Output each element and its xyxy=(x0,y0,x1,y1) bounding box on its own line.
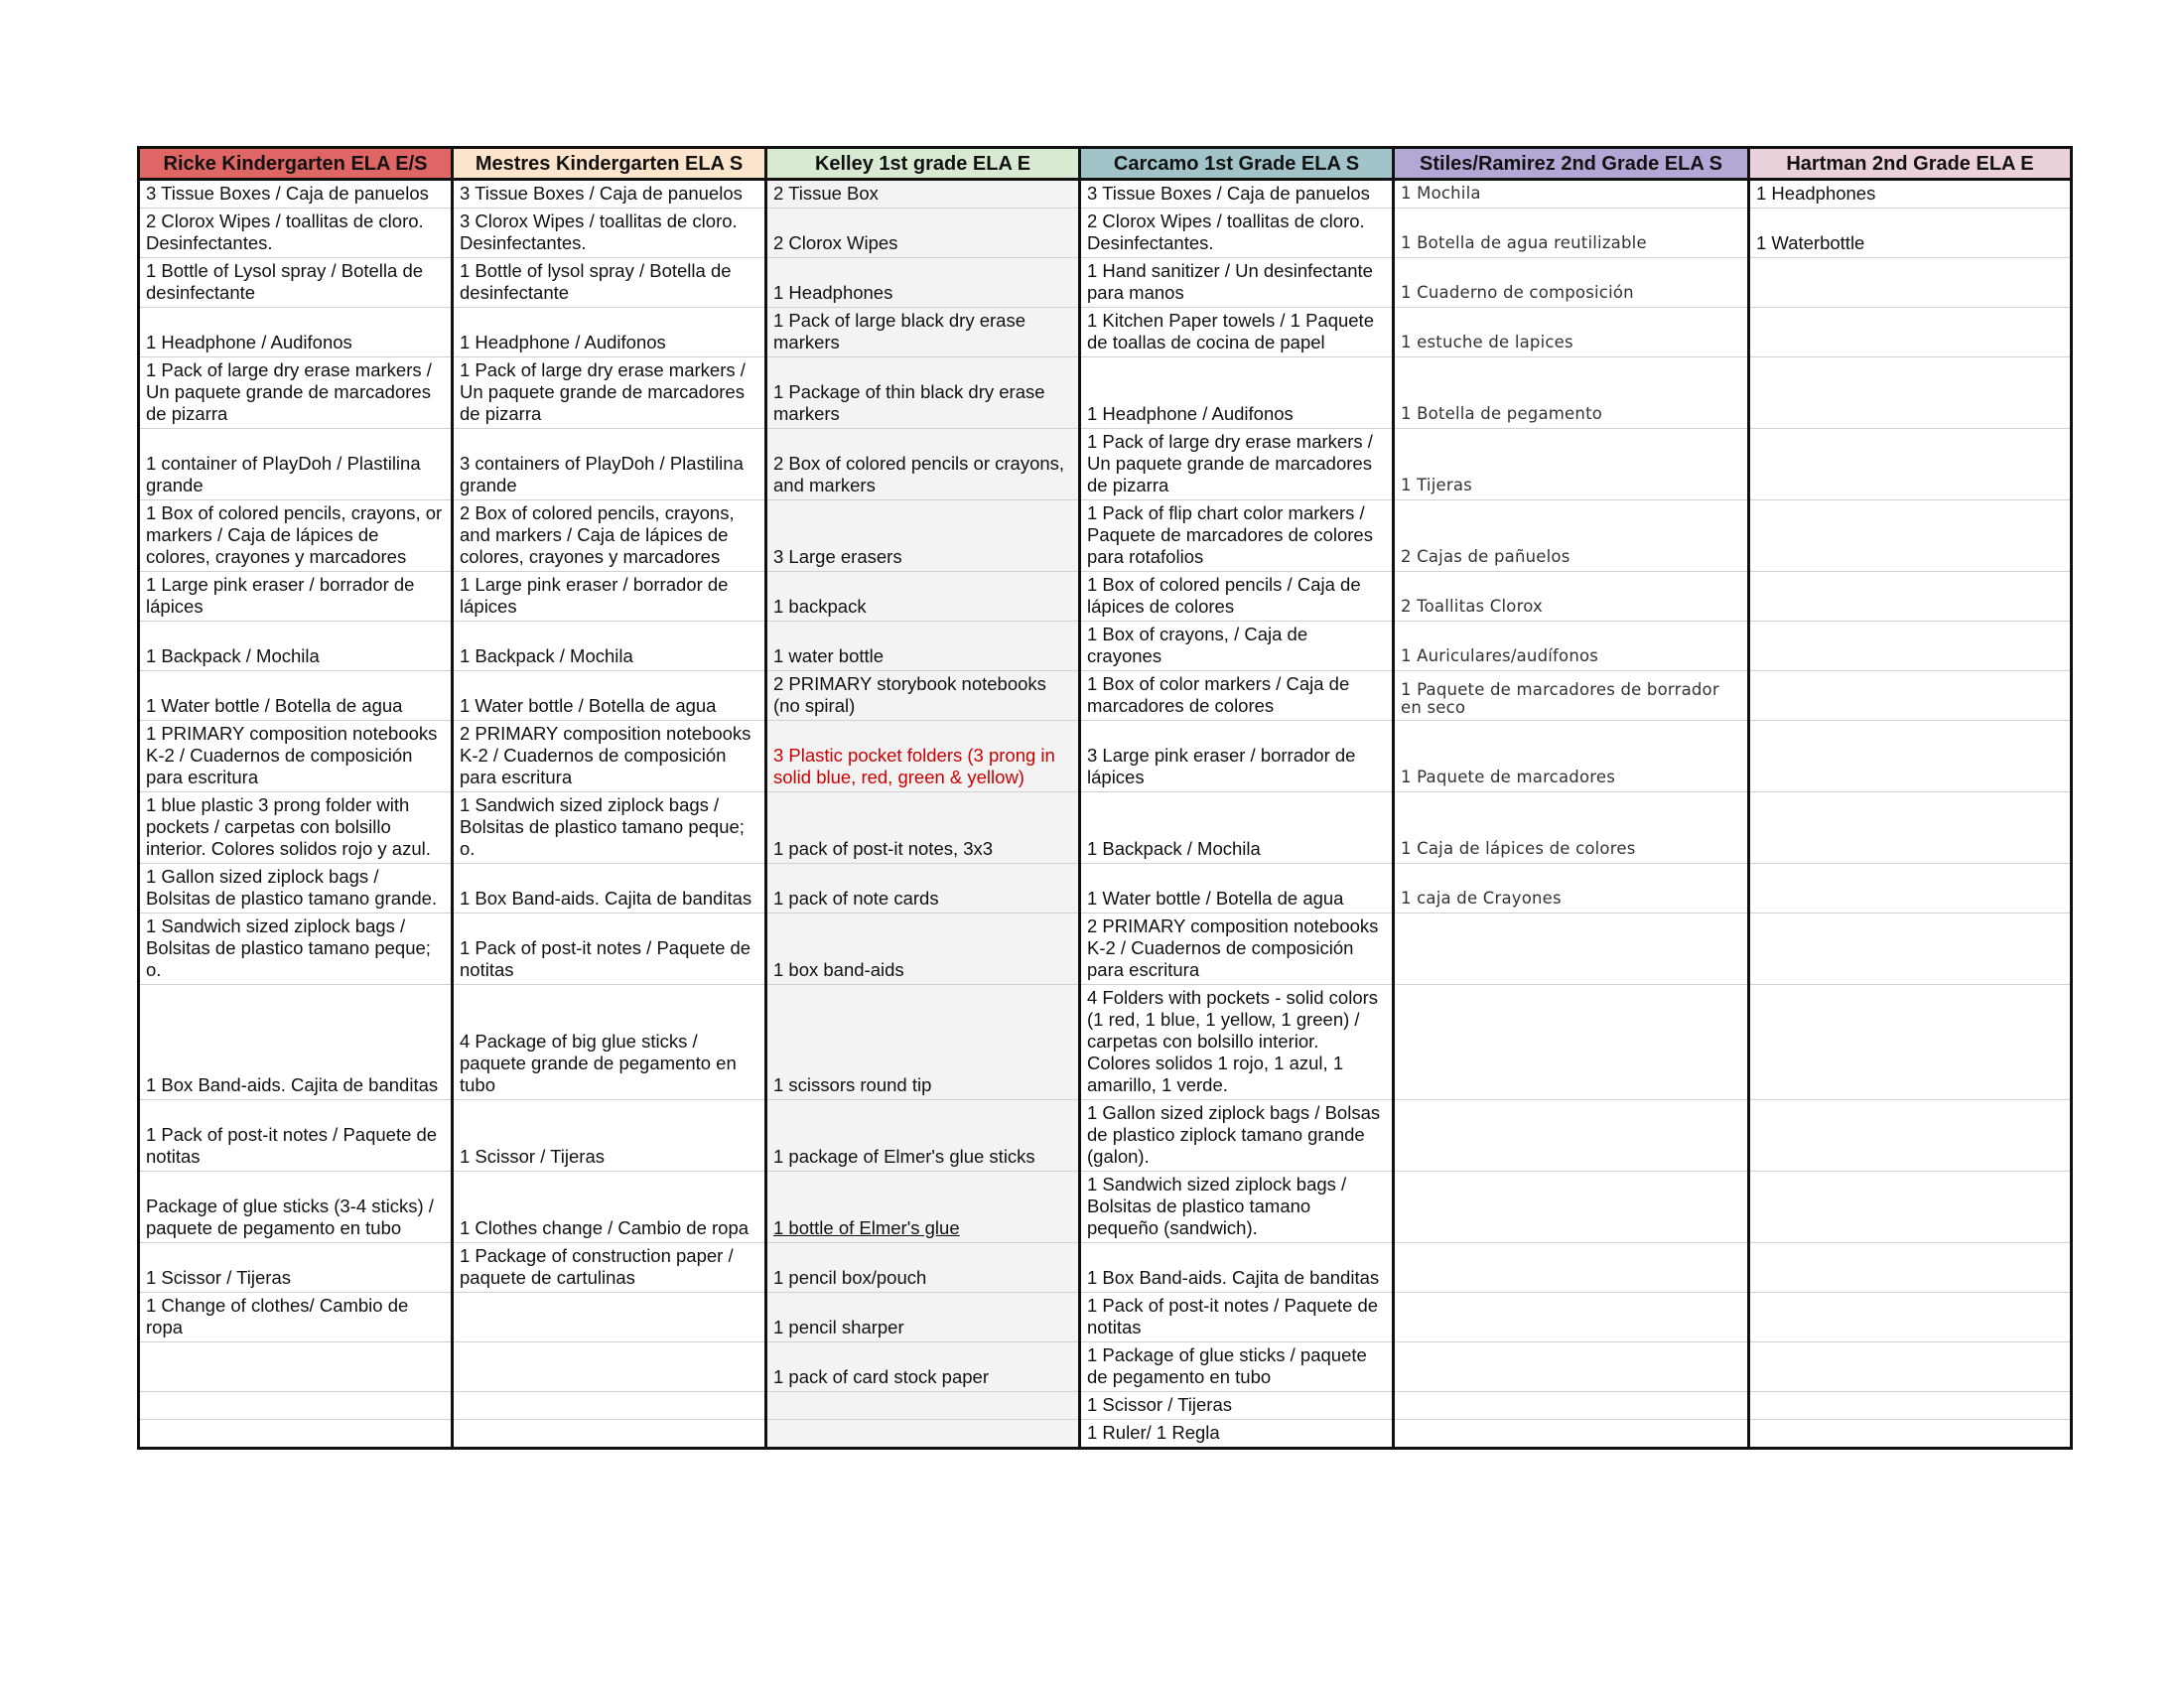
table-cell xyxy=(1749,1243,2072,1293)
table-cell xyxy=(1749,1392,2072,1420)
table-cell xyxy=(1749,721,2072,792)
table-cell: 2 Toallitas Clorox xyxy=(1394,572,1749,622)
column-header-ricke: Ricke Kindergarten ELA E/S xyxy=(139,148,453,180)
table-cell: 1 pack of card stock paper xyxy=(766,1342,1080,1392)
table-row xyxy=(139,792,2072,864)
table-cell: 1 Pack of large dry erase markers / Un paquete grande de marcadores de pizarra xyxy=(1080,429,1394,500)
table-cell: 1 Pack of large dry erase markers / Un paquete grande de marcadores de pizarra xyxy=(453,357,766,429)
table-cell xyxy=(1749,429,2072,500)
table-cell: 1 scissors round tip xyxy=(766,985,1080,1100)
table-row xyxy=(139,429,2072,500)
table-cell: 1 Scissor / Tijeras xyxy=(1080,1392,1394,1420)
header-row xyxy=(139,148,2072,180)
table-cell xyxy=(1749,1293,2072,1342)
table-cell: 3 Plastic pocket folders (3 prong in solid blue, red, green & yellow) xyxy=(766,721,1080,792)
table-cell xyxy=(1749,500,2072,572)
table-cell: 1 bottle of Elmer's glue xyxy=(766,1172,1080,1243)
table-cell xyxy=(1394,1420,1749,1449)
column-header-stiles-ramirez: Stiles/Ramirez 2nd Grade ELA S xyxy=(1394,148,1749,180)
table-row xyxy=(139,209,2072,258)
table-cell: 1 Caja de lápices de colores xyxy=(1394,792,1749,864)
table-row xyxy=(139,180,2072,209)
table-cell xyxy=(1749,572,2072,622)
table-cell: 2 Clorox Wipes / toallitas de cloro. Desinfectantes. xyxy=(139,209,453,258)
table-cell: 1 Pack of flip chart color markers / Paquete de marcadores de colores para rotafolios xyxy=(1080,500,1394,572)
table-cell xyxy=(1749,864,2072,914)
table-cell: 1 Backpack / Mochila xyxy=(1080,792,1394,864)
table-cell xyxy=(1394,1342,1749,1392)
table-cell: 1 Water bottle / Botella de agua xyxy=(453,671,766,721)
table-cell: 1 pencil sharper xyxy=(766,1293,1080,1342)
table-row xyxy=(139,1392,2072,1420)
table-cell: 1 Clothes change / Cambio de ropa xyxy=(453,1172,766,1243)
table-cell: 1 Box Band-aids. Cajita de banditas xyxy=(1080,1243,1394,1293)
table-cell xyxy=(453,1293,766,1342)
table-cell: 1 Sandwich sized ziplock bags / Bolsitas de plastico tamano peque; o. xyxy=(453,792,766,864)
table-cell: 1 Botella de agua reutilizable xyxy=(1394,209,1749,258)
table-cell: 1 Backpack / Mochila xyxy=(453,622,766,671)
table-cell xyxy=(766,1392,1080,1420)
table-cell xyxy=(1394,985,1749,1100)
table-cell: 1 pack of post-it notes, 3x3 xyxy=(766,792,1080,864)
table-row xyxy=(139,622,2072,671)
table-cell xyxy=(1394,1243,1749,1293)
table-cell: 4 Package of big glue sticks / paquete grande de pegamento en tubo xyxy=(453,985,766,1100)
supply-list-table xyxy=(137,146,2073,1450)
table-row xyxy=(139,985,2072,1100)
table-cell: 1 container of PlayDoh / Plastilina grande xyxy=(139,429,453,500)
table-cell: 1 package of Elmer's glue sticks xyxy=(766,1100,1080,1172)
table-cell: 2 Clorox Wipes / toallitas de cloro. Desinfectantes. xyxy=(1080,209,1394,258)
table-cell: 1 Kitchen Paper towels / 1 Paquete de toallas de cocina de papel xyxy=(1080,308,1394,357)
table-cell: 1 Box Band-aids. Cajita de banditas xyxy=(139,985,453,1100)
table-row xyxy=(139,864,2072,914)
table-cell: 1 pencil box/pouch xyxy=(766,1243,1080,1293)
table-cell: 1 Auriculares/audífonos xyxy=(1394,622,1749,671)
table-cell: 1 box band-aids xyxy=(766,914,1080,985)
table-cell xyxy=(1749,1342,2072,1392)
table-cell: 1 Headphones xyxy=(1749,180,2072,209)
table-row xyxy=(139,1342,2072,1392)
table-cell: 1 Box of colored pencils, crayons, or markers / Caja de lápices de colores, crayones y marcadores xyxy=(139,500,453,572)
table-cell: 1 Bottle of lysol spray / Botella de desinfectante xyxy=(453,258,766,308)
table-cell: 1 water bottle xyxy=(766,622,1080,671)
table-body xyxy=(139,180,2072,1449)
table-cell: 2 Cajas de pañuelos xyxy=(1394,500,1749,572)
table-cell: 2 Tissue Box xyxy=(766,180,1080,209)
table-cell xyxy=(1749,914,2072,985)
table-cell xyxy=(1749,985,2072,1100)
table-cell: 1 Mochila xyxy=(1394,180,1749,209)
table-cell: 1 Paquete de marcadores de borrador en seco xyxy=(1394,671,1749,721)
table-cell: 2 PRIMARY storybook notebooks (no spiral) xyxy=(766,671,1080,721)
table-cell xyxy=(1749,357,2072,429)
table-cell: 1 caja de Crayones xyxy=(1394,864,1749,914)
table-cell: 1 Large pink eraser / borrador de lápices xyxy=(139,572,453,622)
table-cell xyxy=(139,1420,453,1449)
table-row xyxy=(139,357,2072,429)
table-cell xyxy=(766,1420,1080,1449)
table-cell xyxy=(1749,258,2072,308)
table-cell: 2 PRIMARY composition notebooks K-2 / Cuadernos de composición para escritura xyxy=(453,721,766,792)
table-row xyxy=(139,671,2072,721)
table-cell: 1 Headphone / Audifonos xyxy=(139,308,453,357)
table-cell: 1 Box of colored pencils / Caja de lápices de colores xyxy=(1080,572,1394,622)
table-row xyxy=(139,1172,2072,1243)
table-cell: 1 Sandwich sized ziplock bags / Bolsitas de plastico tamano pequeño (sandwich). xyxy=(1080,1172,1394,1243)
table-cell: 4 Folders with pockets - solid colors (1 red, 1 blue, 1 yellow, 1 green) / carpetas con bolsillo interior. Colores solidos 1 rojo, 1 azul, 1 amarillo, 1 verde. xyxy=(1080,985,1394,1100)
table-cell: 1 Scissor / Tijeras xyxy=(453,1100,766,1172)
table-cell: 1 Headphone / Audifonos xyxy=(1080,357,1394,429)
table-cell xyxy=(1394,914,1749,985)
table-cell: 2 Box of colored pencils, crayons, and markers / Caja de lápices de colores, crayones y marcadores xyxy=(453,500,766,572)
table-cell: 1 Sandwich sized ziplock bags / Bolsitas de plastico tamano peque; o. xyxy=(139,914,453,985)
table-cell: 1 Box Band-aids. Cajita de banditas xyxy=(453,864,766,914)
table-cell: 1 Large pink eraser / borrador de lápices xyxy=(453,572,766,622)
table-cell: Package of glue sticks (3-4 sticks) / paquete de pegamento en tubo xyxy=(139,1172,453,1243)
table-cell: 1 Water bottle / Botella de agua xyxy=(1080,864,1394,914)
table-cell: 1 Cuaderno de composición xyxy=(1394,258,1749,308)
table-cell: 2 Clorox Wipes xyxy=(766,209,1080,258)
table-cell xyxy=(1394,1100,1749,1172)
table-cell: 1 Pack of large dry erase markers / Un paquete grande de marcadores de pizarra xyxy=(139,357,453,429)
table-cell: 1 Change of clothes/ Cambio de ropa xyxy=(139,1293,453,1342)
table-cell xyxy=(1749,308,2072,357)
table-cell xyxy=(139,1342,453,1392)
table-cell: 1 Pack of large black dry erase markers xyxy=(766,308,1080,357)
table-cell: 1 estuche de lapices xyxy=(1394,308,1749,357)
table-cell xyxy=(1394,1392,1749,1420)
table-cell xyxy=(139,1392,453,1420)
table-cell xyxy=(1749,1100,2072,1172)
table-cell: 1 Pack of post-it notes / Paquete de notitas xyxy=(453,914,766,985)
table-cell: 1 Gallon sized ziplock bags / Bolsitas de plastico tamano grande. xyxy=(139,864,453,914)
table-cell xyxy=(453,1392,766,1420)
column-header-hartman: Hartman 2nd Grade ELA E xyxy=(1749,148,2072,180)
table-cell: 1 pack of note cards xyxy=(766,864,1080,914)
table-cell: 3 Tissue Boxes / Caja de panuelos xyxy=(453,180,766,209)
table-row xyxy=(139,1243,2072,1293)
table-cell: 1 Ruler/ 1 Regla xyxy=(1080,1420,1394,1449)
table-row xyxy=(139,500,2072,572)
table-cell: 1 Scissor / Tijeras xyxy=(139,1243,453,1293)
table-row xyxy=(139,308,2072,357)
table-cell xyxy=(1394,1293,1749,1342)
table-cell: 1 Headphones xyxy=(766,258,1080,308)
table-cell: 3 containers of PlayDoh / Plastilina grande xyxy=(453,429,766,500)
table-cell: 1 Paquete de marcadores xyxy=(1394,721,1749,792)
table-cell: 1 Botella de pegamento xyxy=(1394,357,1749,429)
table-cell: 2 Box of colored pencils or crayons, and markers xyxy=(766,429,1080,500)
table-row xyxy=(139,1100,2072,1172)
table-row xyxy=(139,914,2072,985)
table-cell: 2 PRIMARY composition notebooks K-2 / Cuadernos de composición para escritura xyxy=(1080,914,1394,985)
table-cell: 1 Backpack / Mochila xyxy=(139,622,453,671)
table-cell: 3 Tissue Boxes / Caja de panuelos xyxy=(139,180,453,209)
table-cell: 1 Water bottle / Botella de agua xyxy=(139,671,453,721)
table-cell xyxy=(1749,792,2072,864)
table-row xyxy=(139,572,2072,622)
table-cell: 1 Waterbottle xyxy=(1749,209,2072,258)
table-cell: 1 backpack xyxy=(766,572,1080,622)
column-header-carcamo: Carcamo 1st Grade ELA S xyxy=(1080,148,1394,180)
table-row xyxy=(139,258,2072,308)
table-cell: 1 Box of crayons, / Caja de crayones xyxy=(1080,622,1394,671)
table-cell: 3 Tissue Boxes / Caja de panuelos xyxy=(1080,180,1394,209)
column-header-kelley: Kelley 1st grade ELA E xyxy=(766,148,1080,180)
table-cell: 1 Pack of post-it notes / Paquete de notitas xyxy=(1080,1293,1394,1342)
table-cell: 1 Box of color markers / Caja de marcadores de colores xyxy=(1080,671,1394,721)
table-row xyxy=(139,1293,2072,1342)
table-cell xyxy=(1749,1420,2072,1449)
table-cell: 3 Large pink eraser / borrador de lápices xyxy=(1080,721,1394,792)
table-cell xyxy=(453,1420,766,1449)
table-cell: 3 Large erasers xyxy=(766,500,1080,572)
table-cell: 1 PRIMARY composition notebooks K-2 / Cuadernos de composición para escritura xyxy=(139,721,453,792)
table-cell xyxy=(453,1342,766,1392)
table-cell: 1 Pack of post-it notes / Paquete de notitas xyxy=(139,1100,453,1172)
table-cell: 1 Bottle of Lysol spray / Botella de desinfectante xyxy=(139,258,453,308)
table-cell: 1 Tijeras xyxy=(1394,429,1749,500)
table-row xyxy=(139,721,2072,792)
table-cell: 3 Clorox Wipes / toallitas de cloro. Desinfectantes. xyxy=(453,209,766,258)
table-cell xyxy=(1749,622,2072,671)
table-cell xyxy=(1749,1172,2072,1243)
table-cell: 1 Hand sanitizer / Un desinfectante para manos xyxy=(1080,258,1394,308)
table-cell xyxy=(1749,671,2072,721)
table-cell: 1 Package of glue sticks / paquete de pegamento en tubo xyxy=(1080,1342,1394,1392)
table-cell: 1 Package of construction paper / paquete de cartulinas xyxy=(453,1243,766,1293)
table-cell: 1 blue plastic 3 prong folder with pockets / carpetas con bolsillo interior. Colores solidos rojo y azul. xyxy=(139,792,453,864)
table-cell: 1 Package of thin black dry erase markers xyxy=(766,357,1080,429)
table-cell: 1 Gallon sized ziplock bags / Bolsas de plastico ziplock tamano grande (galon). xyxy=(1080,1100,1394,1172)
table-cell xyxy=(1394,1172,1749,1243)
table-row xyxy=(139,1420,2072,1449)
table-cell: 1 Headphone / Audifonos xyxy=(453,308,766,357)
column-header-mestres: Mestres Kindergarten ELA S xyxy=(453,148,766,180)
